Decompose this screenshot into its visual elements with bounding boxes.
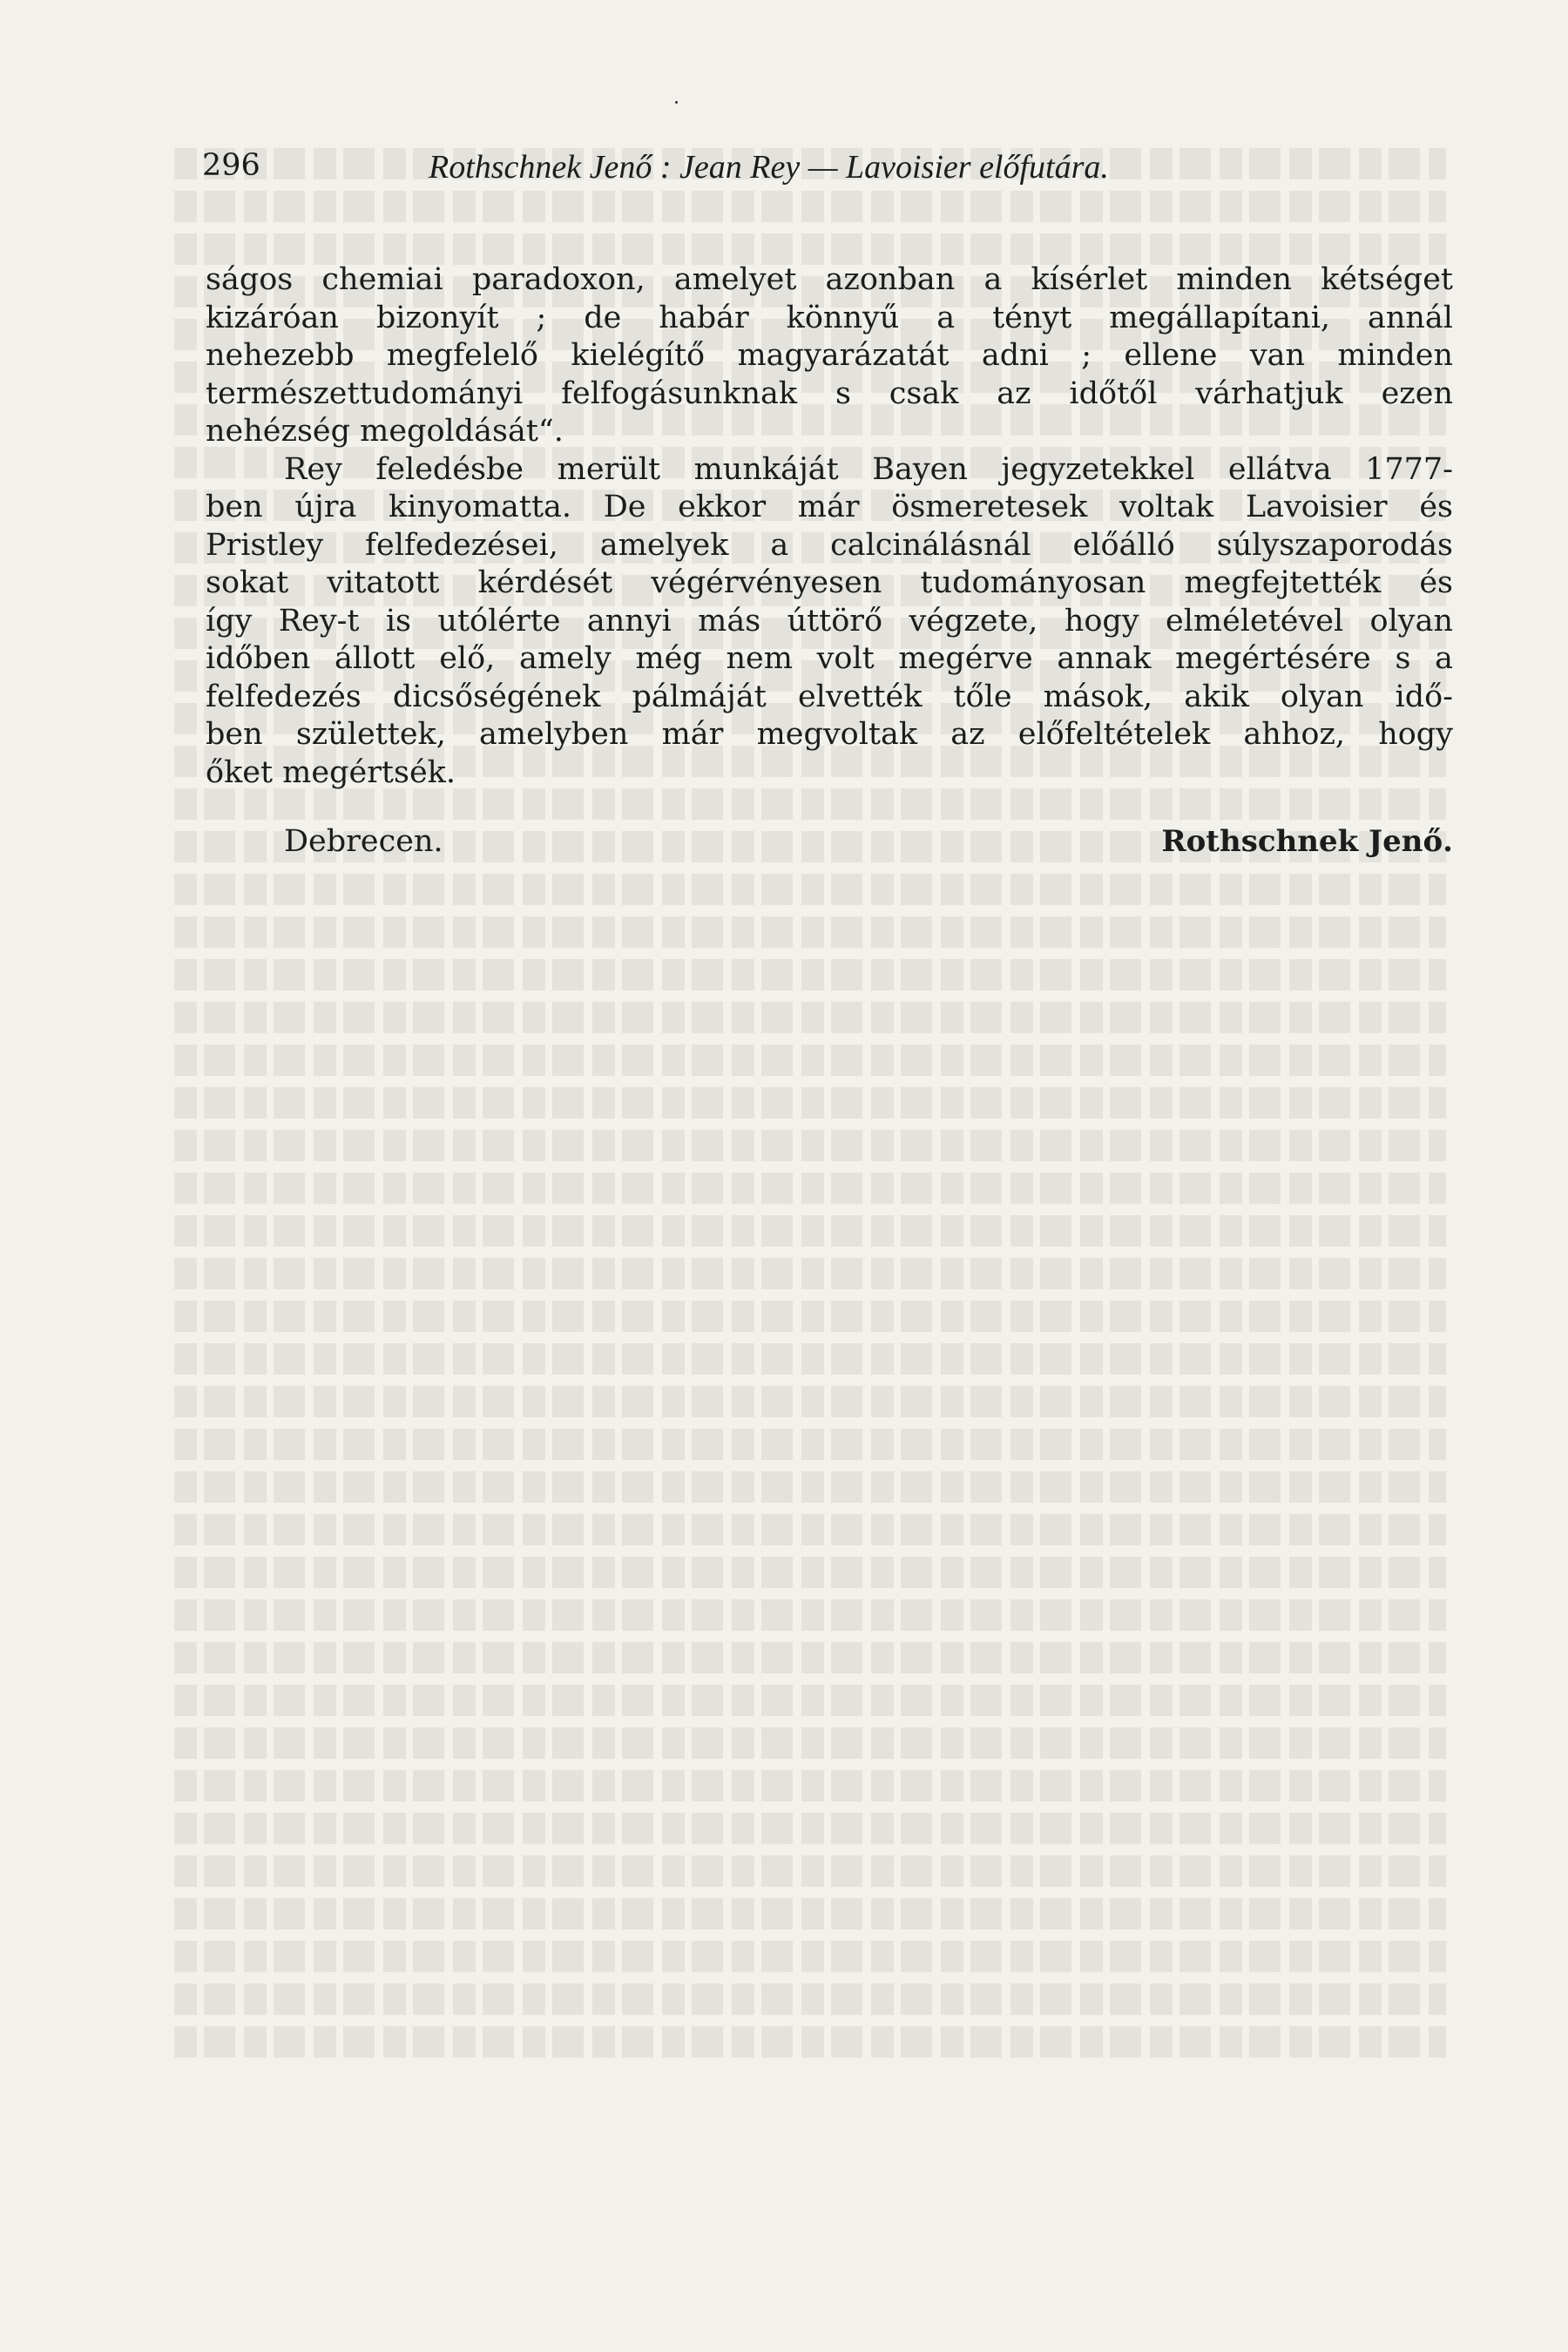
text-line: kizáróan bizonyít ; de habár könnyű a tényt megállapítani, annál <box>206 300 1453 335</box>
text-line: ben újra kinyomatta. De ekkor már ösmeretesek voltak Lavoisier és <box>206 490 1453 524</box>
signature-place: Debrecen. <box>284 824 443 859</box>
signature-line <box>206 822 1453 861</box>
text-line: természettudományi felfogásunknak s csak az időtől várhatjuk ezen <box>206 375 1453 411</box>
text-line: Pristley felfedezései, amelyek a calcinálásnál előálló súlyszaporodás <box>206 527 1453 563</box>
body-text <box>206 261 1453 792</box>
text-line: őket megértsék. <box>206 754 456 790</box>
running-head <box>202 141 1453 190</box>
print-speck <box>675 101 678 104</box>
text-line: így Rey-t is utólérte annyi más úttörő végzete, hogy elméletével olyan <box>206 603 1453 639</box>
text-line: sokat vitatott kérdését végérvényesen tudományosan megfejtették és <box>206 565 1453 600</box>
text-line: nehezebb megfelelő kielégítő magyarázatát adni ; ellene van minden <box>206 338 1453 373</box>
text-line: Rey feledésbe merült munkáját Bayen jegyzetekkel ellátva 1777- <box>284 451 1453 487</box>
text-line: időben állott elő, amely még nem volt megérve annak megértésére s a <box>206 641 1453 676</box>
signature-author: Rothschnek Jenő. <box>1161 824 1453 859</box>
text-line: ben születtek, amelyben már megvoltak az előfeltételek ahhoz, hogy <box>206 717 1453 752</box>
text-line: felfedezés dicsőségének pálmáját elvették tőle mások, akik olyan idő- <box>206 679 1453 714</box>
text-line: ságos chemiai paradoxon, amelyet azonban a kísérlet minden kétséget <box>206 262 1453 297</box>
text-line: nehézség megoldását“. <box>206 414 564 449</box>
running-title: Rothschnek Jenő : Jean Rey — Lavoisier előfutára. <box>429 149 1109 186</box>
page-number: 296 <box>202 148 260 183</box>
